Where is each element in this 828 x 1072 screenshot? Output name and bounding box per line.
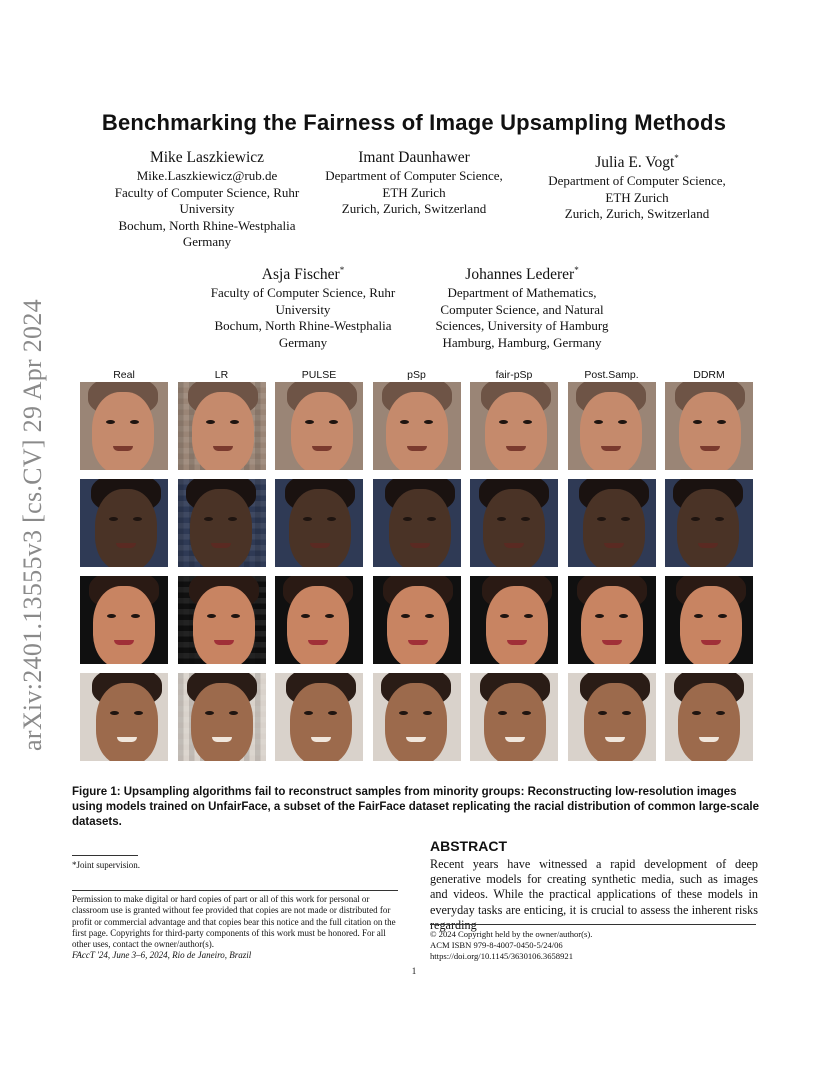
eye-shape bbox=[205, 711, 214, 715]
mouth-shape bbox=[701, 640, 721, 645]
eye-shape bbox=[130, 420, 139, 424]
eye-shape bbox=[618, 420, 627, 424]
eye-shape bbox=[399, 711, 408, 715]
copyright-rule bbox=[430, 924, 756, 925]
face-shape bbox=[93, 586, 155, 664]
face-shape bbox=[191, 683, 253, 761]
arxiv-id: arXiv:2401.13555v3 [cs.CV] 29 Apr 2024 bbox=[18, 299, 47, 751]
eye-shape bbox=[305, 420, 314, 424]
author-line: Zurich, Zurich, Switzerland bbox=[341, 201, 487, 216]
eye-shape bbox=[328, 711, 337, 715]
figure-column-label: pSp bbox=[407, 369, 426, 381]
permission-notice bbox=[72, 894, 402, 962]
author-block-1 bbox=[87, 148, 327, 251]
face-image bbox=[178, 382, 266, 470]
figure-caption: Figure 1: Upsampling algorithms fail to reconstruct samples from minority groups: Reconstructing low-resolution images using models trained on UnfairFace, a subset of the FairFace dataset replicating the racial distribution of common large-scale datasets. bbox=[72, 786, 759, 828]
eye-shape bbox=[109, 517, 118, 521]
abstract-text: Recent years have witnessed a rapid development of deep generative models for creating synthetic media, such as images and videos. While the practical applications of these models in everyday tasks are enticing, it is crucial to assess the inherent risks regarding bbox=[430, 857, 758, 932]
author-line: Germany bbox=[278, 334, 328, 350]
eye-shape bbox=[694, 614, 703, 618]
eye-shape bbox=[134, 711, 143, 715]
eye-shape bbox=[231, 614, 240, 618]
face-image bbox=[373, 673, 461, 761]
author-line: Department of Mathematics, bbox=[447, 285, 597, 301]
copyright-block bbox=[430, 929, 760, 963]
arxiv-sidebar-stamp bbox=[18, 290, 48, 760]
eye-shape bbox=[498, 711, 507, 715]
face-image bbox=[665, 382, 753, 470]
face-shape bbox=[486, 586, 548, 664]
face-shape bbox=[385, 683, 447, 761]
abstract-heading: ABSTRACT bbox=[430, 838, 507, 854]
figure-column-label: Real bbox=[113, 369, 135, 381]
face-shape bbox=[387, 586, 449, 664]
mouth-shape bbox=[211, 543, 231, 548]
face-shape bbox=[287, 586, 349, 664]
eye-shape bbox=[425, 614, 434, 618]
eye-shape bbox=[424, 420, 433, 424]
mouth-shape bbox=[116, 543, 136, 548]
face-image bbox=[470, 673, 558, 761]
mouth-shape bbox=[308, 640, 328, 645]
mouth-shape bbox=[507, 640, 527, 645]
mouth-shape bbox=[602, 640, 622, 645]
eye-shape bbox=[522, 711, 531, 715]
face-shape bbox=[92, 392, 154, 470]
mouth-shape bbox=[214, 640, 234, 645]
eye-shape bbox=[301, 614, 310, 618]
face-image bbox=[178, 673, 266, 761]
figure-column-label: LR bbox=[214, 369, 229, 381]
eye-shape bbox=[594, 420, 603, 424]
face-image bbox=[470, 382, 558, 470]
face-image bbox=[275, 479, 363, 567]
eye-shape bbox=[597, 517, 606, 521]
mouth-shape bbox=[114, 640, 134, 645]
mouth-shape bbox=[410, 543, 430, 548]
author-line: Faculty of Computer Science, Ruhr bbox=[114, 184, 300, 200]
face-image bbox=[373, 576, 461, 664]
face-image bbox=[80, 479, 168, 567]
face-image bbox=[275, 576, 363, 664]
eye-shape bbox=[131, 614, 140, 618]
face-image bbox=[373, 382, 461, 470]
eye-shape bbox=[693, 420, 702, 424]
eye-shape bbox=[204, 517, 213, 521]
face-image bbox=[80, 576, 168, 664]
author-line: Bochum, North Rhine-Westphalia bbox=[214, 318, 392, 334]
eye-shape bbox=[691, 517, 700, 521]
joint-mark: * bbox=[574, 265, 579, 275]
face-image bbox=[470, 479, 558, 567]
author-line: Germany bbox=[182, 234, 232, 249]
eye-shape bbox=[133, 517, 142, 521]
author-block-2 bbox=[294, 148, 534, 218]
author-name-text: Julia E. Vogt bbox=[595, 154, 675, 172]
author-name: Imant Daunhawer bbox=[358, 149, 470, 166]
eye-shape bbox=[228, 517, 237, 521]
venue-line: FAccT '24, June 3–6, 2024, Rio de Janeiro, Brazil bbox=[72, 950, 252, 961]
eye-shape bbox=[692, 711, 701, 715]
author-line: Computer Science, and Natural bbox=[440, 301, 604, 317]
mouth-shape bbox=[117, 737, 137, 742]
author-line: Sciences, University of Hamburg bbox=[435, 318, 609, 334]
eye-shape bbox=[717, 420, 726, 424]
eye-shape bbox=[423, 711, 432, 715]
face-image bbox=[178, 479, 266, 567]
eye-shape bbox=[403, 517, 412, 521]
eye-shape bbox=[110, 711, 119, 715]
author-line: University bbox=[179, 201, 235, 216]
face-image bbox=[665, 479, 753, 567]
face-shape bbox=[96, 683, 158, 761]
mouth-shape bbox=[700, 446, 720, 451]
author-line: ETH Zurich bbox=[382, 184, 446, 200]
mouth-shape bbox=[699, 737, 719, 742]
mouth-shape bbox=[698, 543, 718, 548]
face-shape bbox=[680, 586, 742, 664]
author-name-text: Johannes Lederer bbox=[465, 266, 575, 284]
page-number: 1 bbox=[411, 966, 417, 976]
mouth-shape bbox=[504, 543, 524, 548]
face-shape bbox=[483, 489, 545, 567]
eye-shape bbox=[327, 517, 336, 521]
mouth-shape bbox=[310, 543, 330, 548]
face-shape bbox=[583, 489, 645, 567]
author-block-5 bbox=[402, 260, 642, 351]
face-shape bbox=[193, 586, 255, 664]
mouth-shape bbox=[311, 737, 331, 742]
face-shape bbox=[679, 392, 741, 470]
eye-shape bbox=[598, 711, 607, 715]
author-line: Faculty of Computer Science, Ruhr bbox=[210, 285, 396, 301]
mouth-shape bbox=[408, 640, 428, 645]
mouth-shape bbox=[407, 446, 427, 451]
copyright-line: © 2024 Copyright held by the owner/author(s). bbox=[430, 929, 593, 939]
eye-shape bbox=[106, 420, 115, 424]
permission-text: Permission to make digital or hard copies of part or all of this work for personal or classroom use is granted without fee provided that copies are not made or distributed for profit or commercial advantage and that copies bear this notice and the full citation on the first page. Copyrights for third-party components of this work must be honored. For all other uses, contact the owner/author(s). bbox=[72, 894, 396, 950]
face-shape bbox=[95, 489, 157, 567]
mouth-shape bbox=[113, 446, 133, 451]
face-shape bbox=[678, 683, 740, 761]
eye-shape bbox=[303, 517, 312, 521]
face-shape bbox=[484, 683, 546, 761]
figure-1-grid bbox=[80, 368, 753, 761]
author-block-4 bbox=[183, 260, 423, 351]
mouth-shape bbox=[605, 737, 625, 742]
face-image bbox=[568, 673, 656, 761]
face-shape bbox=[581, 586, 643, 664]
figure-column-label: Post.Samp. bbox=[584, 369, 639, 381]
author-line: Department of Computer Science, bbox=[548, 173, 726, 189]
face-shape bbox=[580, 392, 642, 470]
figure-column-label: DDRM bbox=[693, 369, 725, 381]
face-image bbox=[275, 673, 363, 761]
author-name bbox=[517, 148, 757, 173]
eye-shape bbox=[329, 420, 338, 424]
author-name bbox=[183, 260, 423, 285]
figure-column-label: PULSE bbox=[301, 369, 337, 381]
face-shape bbox=[389, 489, 451, 567]
eye-shape bbox=[619, 614, 628, 618]
author-block-3 bbox=[517, 148, 757, 223]
eye-shape bbox=[524, 614, 533, 618]
face-shape bbox=[289, 489, 351, 567]
eye-shape bbox=[107, 614, 116, 618]
permission-rule bbox=[72, 890, 398, 891]
author-line: Hamburg, Hamburg, Germany bbox=[442, 334, 602, 350]
author-name: Mike Laszkiewicz bbox=[149, 149, 265, 166]
face-shape bbox=[386, 392, 448, 470]
face-image bbox=[373, 479, 461, 567]
eye-shape bbox=[622, 711, 631, 715]
author-line: ETH Zurich bbox=[605, 189, 669, 205]
face-shape bbox=[485, 392, 547, 470]
face-image bbox=[665, 673, 753, 761]
mouth-shape bbox=[213, 446, 233, 451]
mouth-shape bbox=[505, 737, 525, 742]
mouth-shape bbox=[601, 446, 621, 451]
eye-shape bbox=[521, 517, 530, 521]
author-line: Mike.Laszkiewicz@rub.de bbox=[136, 168, 278, 183]
eye-shape bbox=[427, 517, 436, 521]
footnote-rule bbox=[72, 855, 138, 856]
eye-shape bbox=[230, 420, 239, 424]
face-image bbox=[470, 576, 558, 664]
eye-shape bbox=[621, 517, 630, 521]
face-image bbox=[568, 382, 656, 470]
author-line: University bbox=[275, 301, 331, 317]
footnote: *Joint supervision. bbox=[72, 860, 141, 870]
eye-shape bbox=[207, 614, 216, 618]
author-name bbox=[402, 260, 642, 285]
eye-shape bbox=[715, 517, 724, 521]
face-image bbox=[80, 382, 168, 470]
eye-shape bbox=[500, 614, 509, 618]
face-shape bbox=[192, 392, 254, 470]
mouth-shape bbox=[506, 446, 526, 451]
paper-title: Benchmarking the Fairness of Image Upsampling Methods bbox=[101, 110, 727, 135]
mouth-shape bbox=[212, 737, 232, 742]
eye-shape bbox=[497, 517, 506, 521]
author-name-text: Asja Fischer bbox=[261, 266, 340, 284]
eye-shape bbox=[400, 420, 409, 424]
eye-shape bbox=[523, 420, 532, 424]
face-image bbox=[80, 673, 168, 761]
mouth-shape bbox=[604, 543, 624, 548]
joint-mark: * bbox=[339, 265, 345, 275]
face-image bbox=[568, 479, 656, 567]
face-image bbox=[275, 382, 363, 470]
author-line: Zurich, Zurich, Switzerland bbox=[564, 206, 710, 222]
face-shape bbox=[291, 392, 353, 470]
eye-shape bbox=[716, 711, 725, 715]
author-line: Department of Computer Science, bbox=[325, 168, 503, 183]
author-line: Bochum, North Rhine-Westphalia bbox=[118, 217, 296, 233]
eye-shape bbox=[595, 614, 604, 618]
figure-column-label: fair-pSp bbox=[495, 369, 533, 381]
joint-mark: * bbox=[674, 153, 679, 163]
face-image bbox=[568, 576, 656, 664]
doi-line: https://doi.org/10.1145/3630106.3658921 bbox=[430, 951, 573, 962]
eye-shape bbox=[401, 614, 410, 618]
face-shape bbox=[190, 489, 252, 567]
mouth-shape bbox=[406, 737, 426, 742]
isbn-line: ACM ISBN 979-8-4007-0450-5/24/06 bbox=[430, 940, 563, 951]
eye-shape bbox=[325, 614, 334, 618]
face-image bbox=[178, 576, 266, 664]
eye-shape bbox=[718, 614, 727, 618]
face-shape bbox=[677, 489, 739, 567]
mouth-shape bbox=[312, 446, 332, 451]
face-image bbox=[665, 576, 753, 664]
eye-shape bbox=[304, 711, 313, 715]
face-shape bbox=[584, 683, 646, 761]
eye-shape bbox=[499, 420, 508, 424]
eye-shape bbox=[206, 420, 215, 424]
face-shape bbox=[290, 683, 352, 761]
eye-shape bbox=[229, 711, 238, 715]
